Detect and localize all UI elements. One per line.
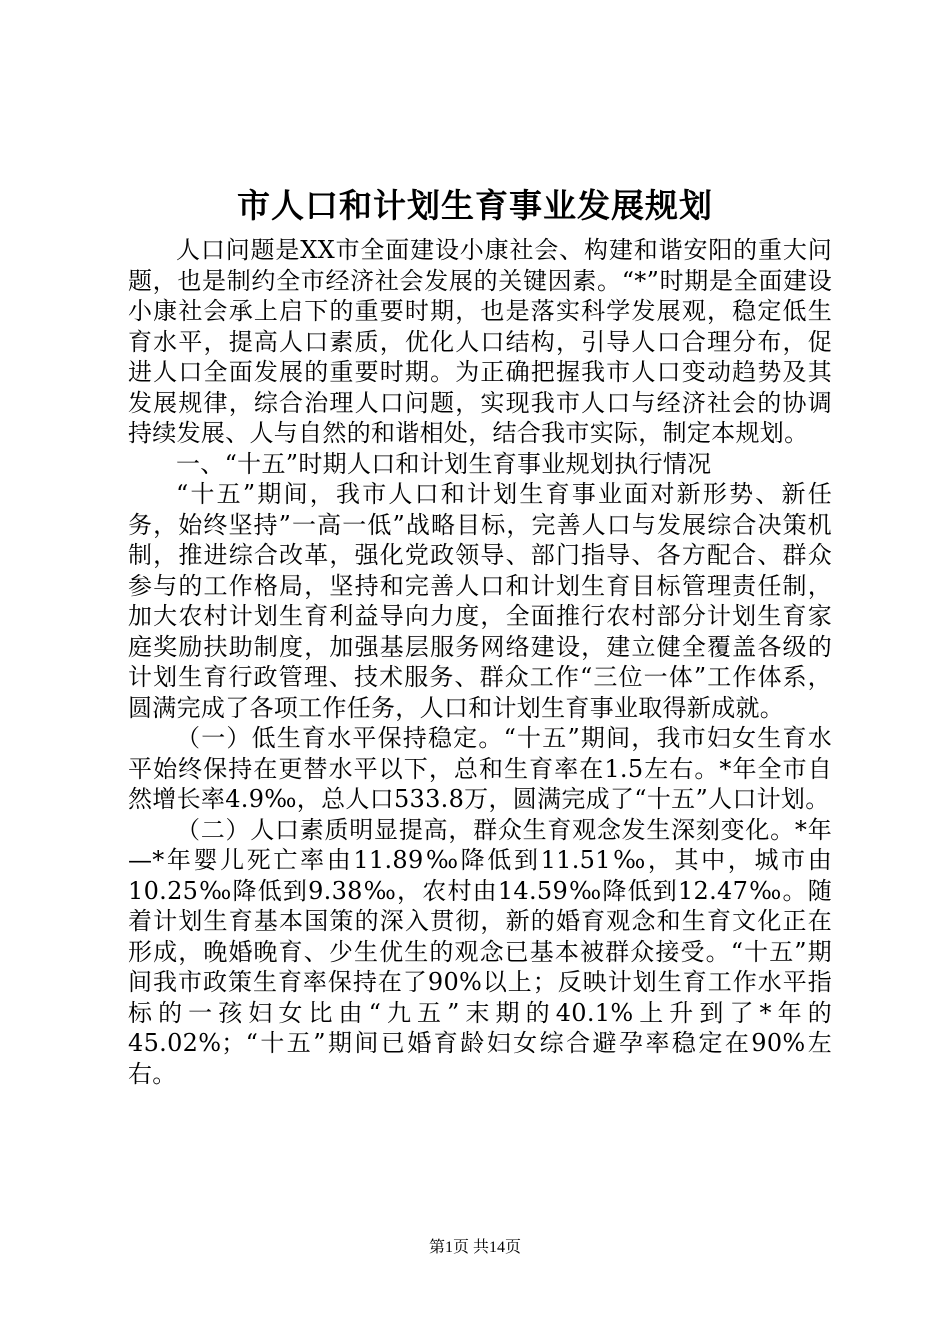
document-title: 市人口和计划生育事业发展规划 <box>237 186 713 225</box>
document-body <box>128 235 832 1089</box>
page-footer: 第1页 共14页 <box>428 1239 521 1256</box>
paragraph-population-quality: （二）人口素质明显提高，群众生育观念发生深刻变化。*年—*年婴儿死亡率由11.89‰降低到11.51‰，其中，城市由10.25‰降低到9.38‰，农村由14.59‰降低到12.47‰。随着计划生育基本国策的深入贯彻，新的婚育观念和生育文化正在形成，晚婚晚育、少生优生的观念已基本被群众接受。“十五”期间我市政策生育率保持在了90%以上；反映计划生育工作水平指标的一孩妇女比由“九五”末期的40.1%上升到了*年的45.02%；“十五”期间已婚育龄妇女综合避孕率稳定在90%左右。 <box>128 815 832 1088</box>
section-heading-1: 一、“十五”时期人口和计划生育事业规划执行情况 <box>176 449 712 478</box>
paragraph-tenth-five-overview: “十五”期间，我市人口和计划生育事业面对新形势、新任务，始终坚持”一高一低”战略目标，完善人口与发展综合决策机制，推进综合改革，强化党政领导、部门指导、各方配合、群众参与的工作格局，坚持和完善人口和计划生育目标管理责任制，加大农村计划生育利益导向力度，全面推行农村部分计划生育家庭奖励扶助制度，加强基层服务网络建设，建立健全覆盖各级的计划生育行政管理、技术服务、群众工作“三位一体”工作体系，圆满完成了各项工作任务，人口和计划生育事业取得新成就。 <box>128 480 832 722</box>
paragraph-low-fertility: （一）低生育水平保持稳定。“十五”期间，我市妇女生育水平始终保持在更替水平以下，总和生育率在1.5左右。*年全市自然增长率4.9‰，总人口533.8万，圆满完成了“十五”人口计划。 <box>128 724 832 813</box>
paragraph-intro: 人口问题是XX市全面建设小康社会、构建和谐安阳的重大问题，也是制约全市经济社会发展的关键因素。“*”时期是全面建设小康社会承上启下的重要时期，也是落实科学发展观，稳定低生育水平，提高人口素质，优化人口结构，引导人口合理分布，促进人口全面发展的重要时期。为正确把握我市人口变动趋势及其发展规律，综合治理人口问题，实现我市人口与经济社会的协调持续发展、人与自然的和谐相处，结合我市实际，制定本规划。 <box>128 236 832 447</box>
